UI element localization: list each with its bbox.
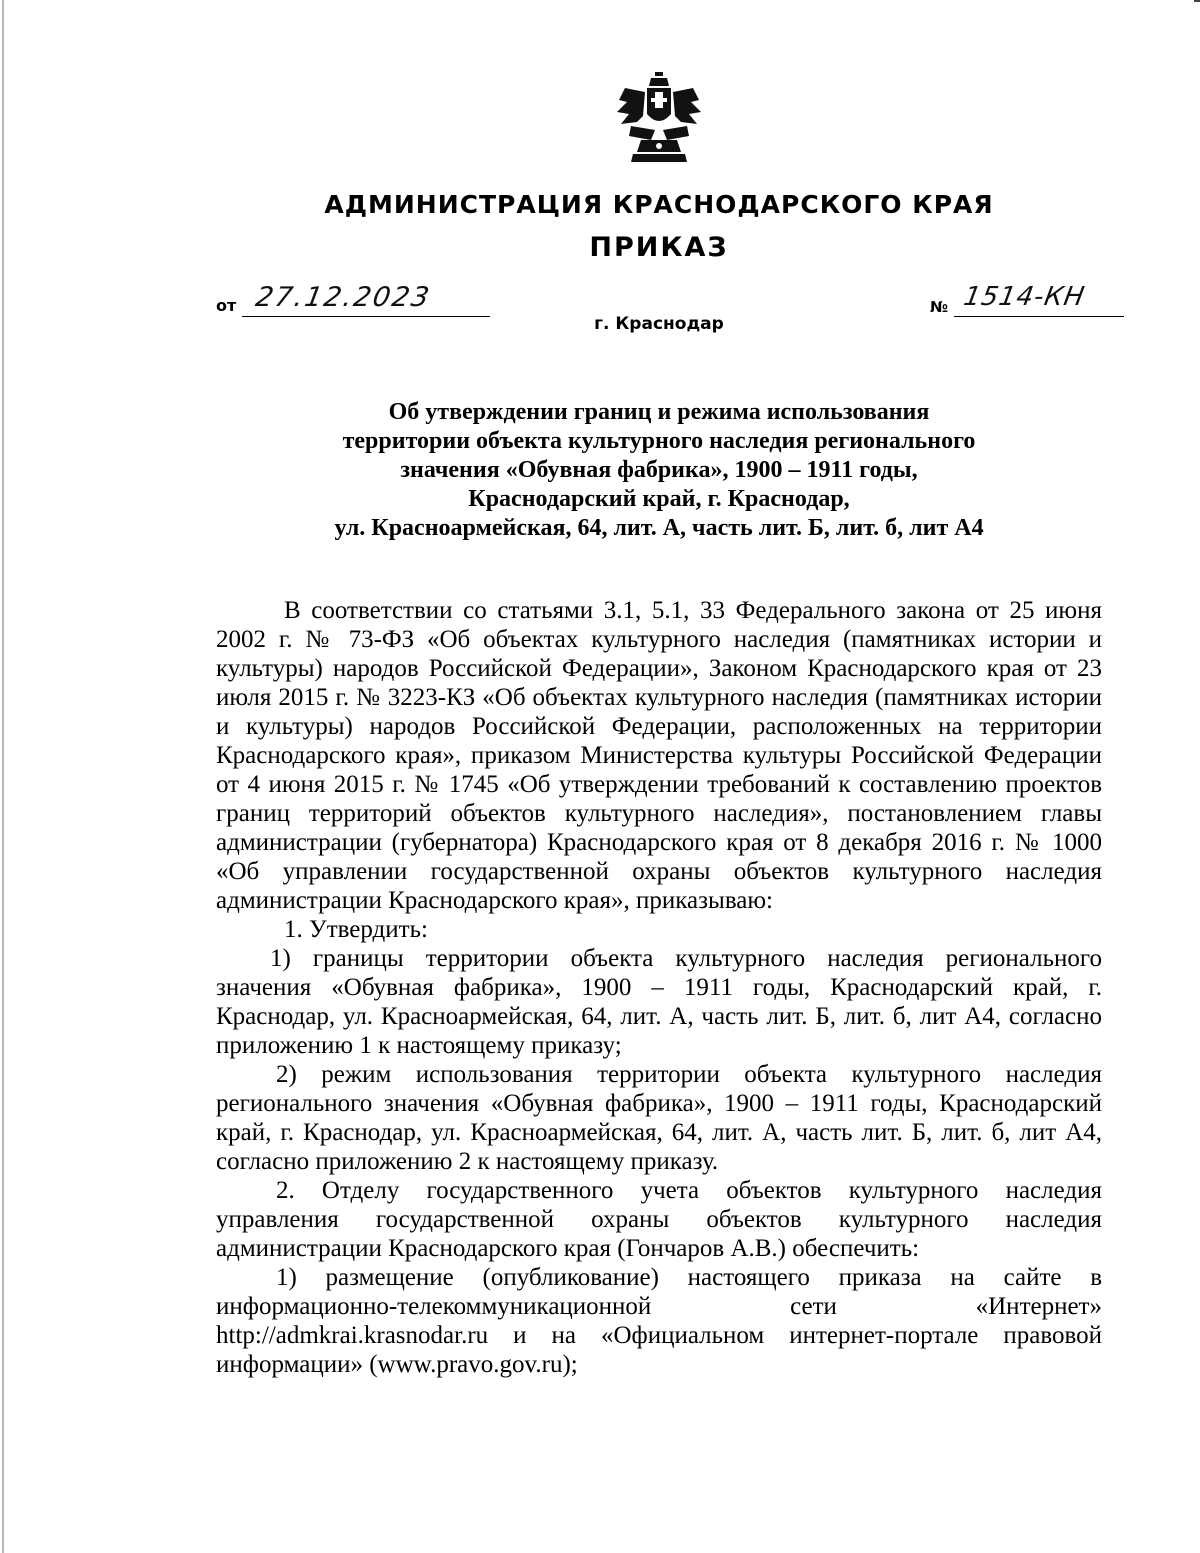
document-subject (200, 398, 1118, 543)
handwritten-date: 27.12.2023 (253, 282, 434, 313)
subject-line: ул. Красноармейская, 64, лит. А, часть лит. Б, лит. б, лит А4 (334, 515, 984, 541)
city-label: г. Краснодар (594, 314, 724, 334)
document-body (216, 596, 1102, 1379)
body-paragraph-subitem-1-2: 2) режим использования территории объекта культурного наследия регионального значения «Обувная фабрика», 1900 – 1911 годы, Краснодарский край, г. Краснодар, ул. Красноармейская, 64, лит. А, часть лит. Б, лит. б, лит А4, согласно приложению 2 к настоящему приказу. (216, 1061, 1102, 1175)
number-underline (954, 316, 1124, 317)
subject-line: значения «Обувная фабрика», 1900 – 1911 годы, (400, 457, 918, 483)
subject-line: Об утверждении границ и режима использования (388, 399, 930, 425)
subject-line: Краснодарский край, г. Краснодар, (468, 486, 850, 512)
organization-title: АДМИНИСТРАЦИЯ КРАСНОДАРСКОГО КРАЯ (324, 190, 994, 219)
body-paragraph-subitem-1-1: 1) границы территории объекта культурного наследия регионального значения «Обувная фабрика», 1900 – 1911 годы, Краснодарский край, г. Краснодар, ул. Красноармейская, 64, лит. А, часть лит. Б, лит. б, лит А4, согласно приложению 1 к настоящему приказу; (216, 945, 1102, 1059)
coat-of-arms-icon (611, 70, 707, 166)
body-paragraph-subitem-2-1: 1) размещение (опубликование) настоящего приказа на сайте в информационно-телекоммуникационной сети «Интернет» http://admkrai.krasnodar.ru и на «Официальном интернет-портале правовой информации» (www.pravo.gov.ru); (216, 1264, 1102, 1378)
handwritten-number: 1514-КН (961, 282, 1088, 312)
document-type-title: ПРИКАЗ (589, 232, 729, 263)
scan-mark (1194, 0, 1200, 2)
body-paragraph-item-2: 2. Отделу государственного учета объектов культурного наследия управления государственной охраны объектов культурного наследия администрации Краснодарского края (Гончаров А.В.) обеспечить: (216, 1177, 1102, 1262)
body-paragraph-preamble: В соответствии со статьями 3.1, 5.1, 33 Федерального закона от 25 июня 2002 г. № 73-ФЗ «Об объектах культурного наследия (памятниках истории и культуры) народов Российской Федерации», Законом Краснодарского края от 23 июля 2015 г. № 3223-КЗ «Об объектах культурного наследия (памятниках истории и культуры) народов Российской Федерации, расположенных на территории Краснодарского края», приказом Министерства культуры Российской Федерации от 4 июня 2015 г. № 1745 «Об утверждении требований к составлению проектов границ территорий объектов культурного наследия», постановлением главы администрации (губернатора) Краснодарского края от 8 декабря 2016 г. № 1000 «Об управлении государственной охраны объектов культурного наследия администрации Краснодарского края», приказываю: (216, 597, 1102, 914)
number-prefix-label: № (930, 298, 949, 316)
date-prefix-label: от (216, 296, 237, 315)
subject-line: территории объекта культурного наследия регионального (342, 428, 976, 454)
body-paragraph-item-1: 1. Утвердить: (284, 916, 428, 943)
